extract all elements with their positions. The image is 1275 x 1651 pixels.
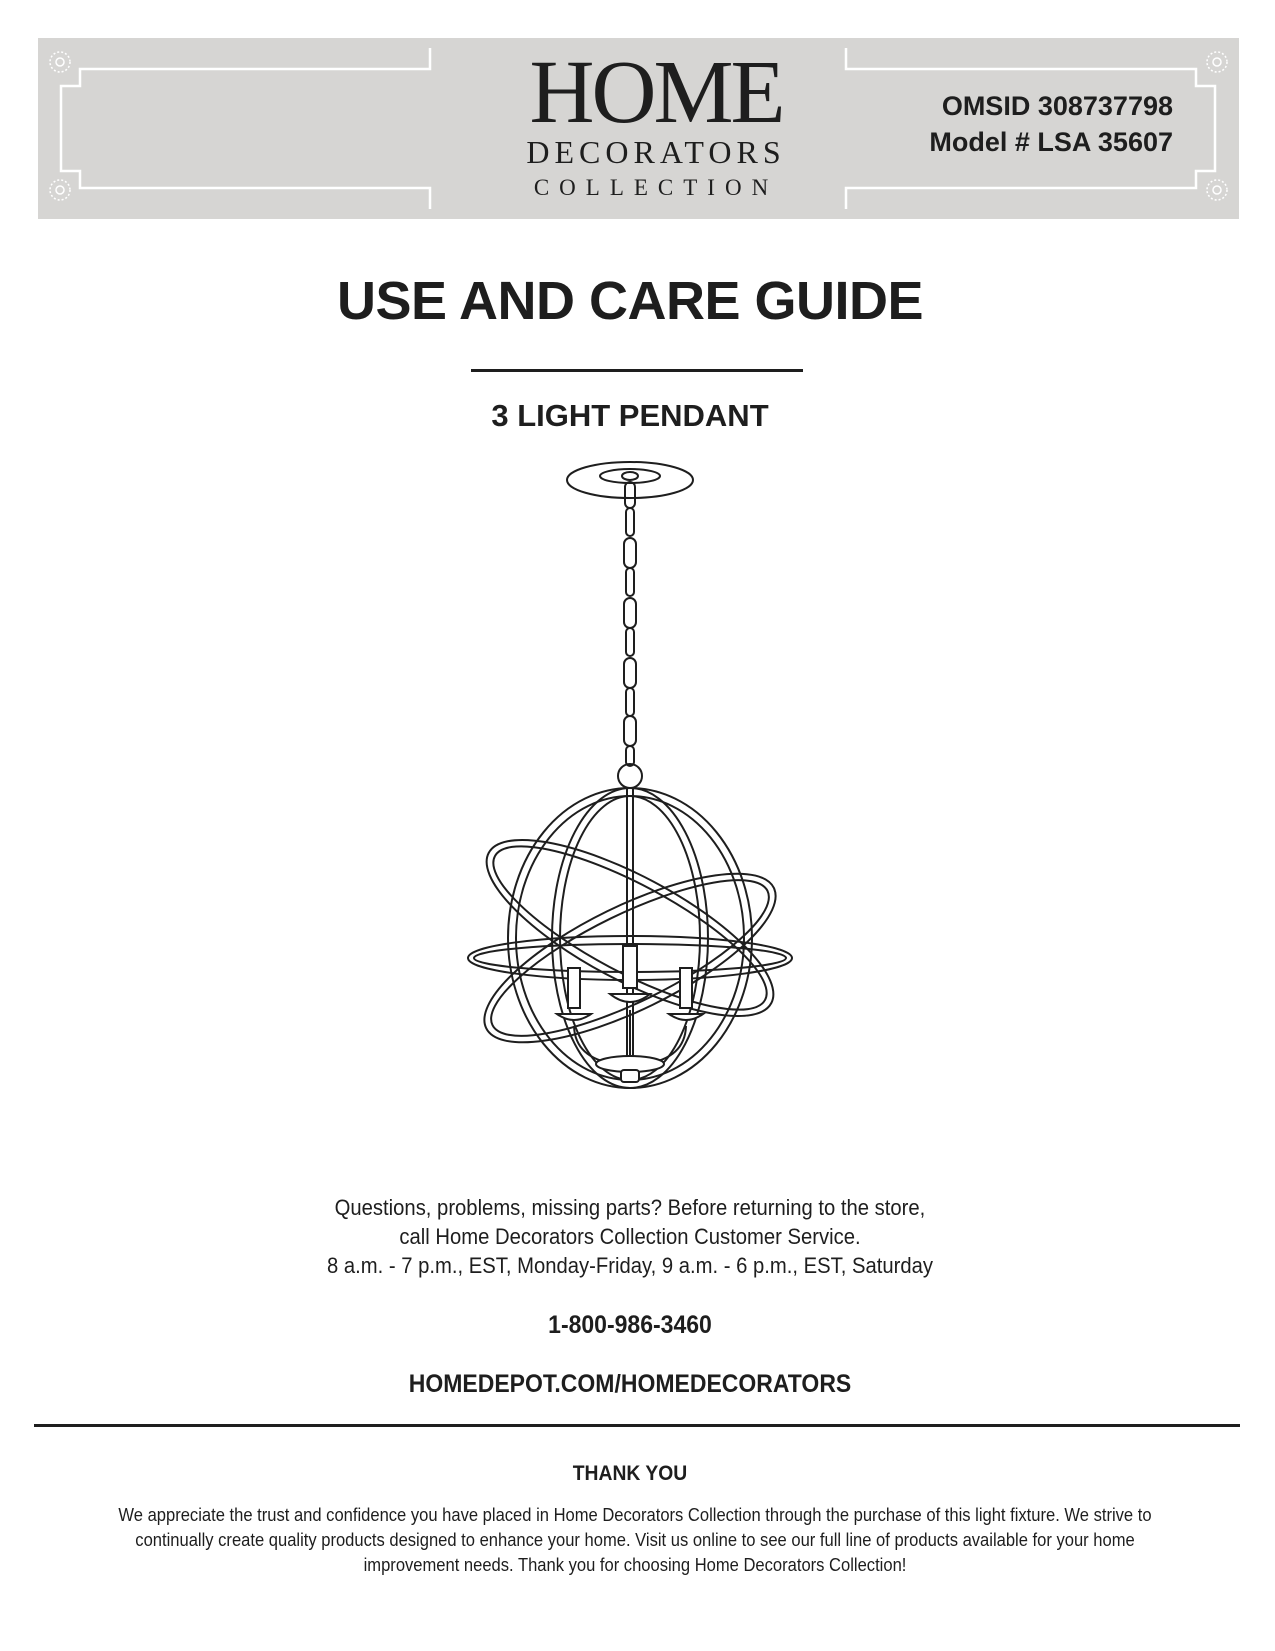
rosette-icon: [1207, 52, 1227, 72]
model-line: [929, 124, 1173, 160]
omsid-value: 308737798: [1037, 91, 1173, 121]
omsid-label: OMSID: [941, 91, 1031, 121]
header-band: [38, 38, 1239, 219]
rosette-icon: [1207, 180, 1227, 200]
contact-line-3: 8 a.m. - 7 p.m., EST, Monday-Friday, 9 a.m. - 6 p.m., EST, Saturday: [327, 1253, 933, 1278]
pendant-illustration: [455, 458, 805, 1178]
logo-decorators: DECORATORS: [526, 134, 786, 170]
product-subtitle: 3 LIGHT PENDANT: [491, 398, 769, 433]
thank-you-text: We appreciate the trust and confidence you have placed in Home Decorators Collection through the purchase of this light fixture. We strive to continually create quality products designed to enhance your home. Visit us online to see our full line of products available for your home improvement needs. Thank you for choosing Home Decorators Collection!: [118, 1505, 1152, 1575]
omsid-line: [929, 88, 1173, 124]
website-url: HOMEDEPOT.COM/HOMEDECORATORS: [408, 1370, 852, 1398]
page-title: USE AND CARE GUIDE: [336, 271, 924, 331]
model-label: Model #: [929, 127, 1030, 157]
brand-logo: [468, 43, 844, 202]
model-value: LSA 35607: [1037, 127, 1173, 157]
rosette-icon: [50, 52, 70, 72]
logo-collection: COLLECTION: [533, 175, 779, 200]
customer-service-info: [50, 1193, 1209, 1280]
thank-you-heading: THANK YOU: [572, 1462, 688, 1485]
logo-home: HOME: [529, 43, 783, 142]
product-ids: [929, 88, 1173, 160]
section-divider: [34, 1424, 1240, 1427]
title-divider: [471, 369, 803, 372]
phone-number: 1-800-986-3460: [548, 1311, 712, 1339]
rosette-icon: [50, 180, 70, 200]
contact-line-1: Questions, problems, missing parts? Before returning to the store,: [334, 1195, 926, 1220]
contact-line-2: call Home Decorators Collection Customer Service.: [399, 1224, 861, 1249]
